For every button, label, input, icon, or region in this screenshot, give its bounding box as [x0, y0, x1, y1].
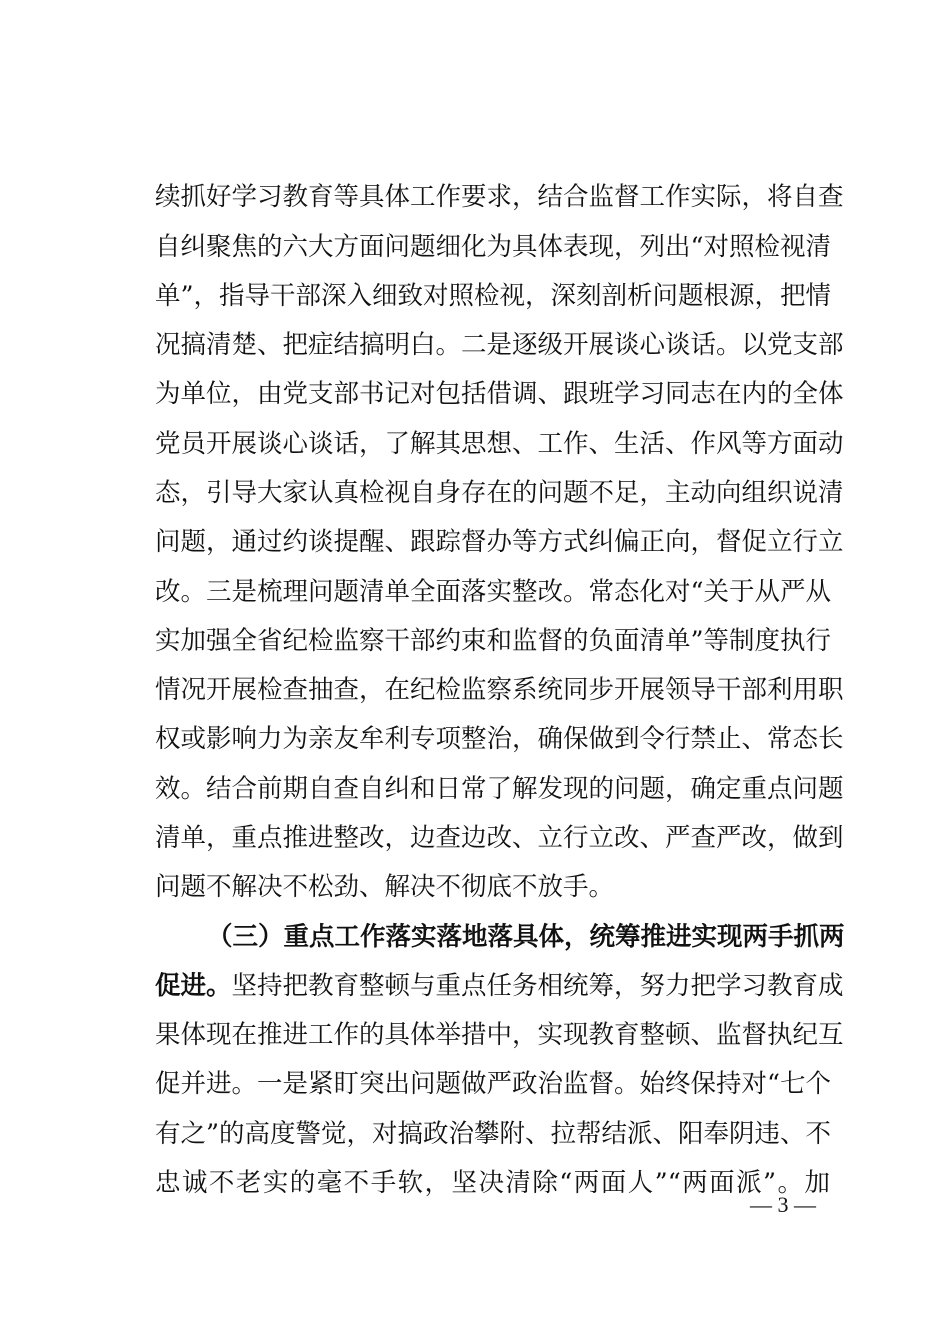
paragraph-line: 改。三是梳理问题清单全面落实整改。常态化对“关于从严从 [155, 577, 832, 607]
paragraph-line: 效。结合前期自查自纠和日常了解发现的问题，确定重点问题 [155, 774, 844, 804]
paragraph-line: 促并进。一是紧盯突出问题做严政治监督。始终保持对“七个 [155, 1069, 832, 1099]
paragraph-line: 情况开展检查抽查，在纪检监察系统同步开展领导干部利用职 [155, 675, 844, 705]
paragraph-line: 问题，通过约谈提醒、跟踪督办等方式纠偏正向，督促立行立 [155, 527, 844, 557]
paragraph-line: 实加强全省纪检监察干部约束和监督的负面清单”等制度执行 [155, 626, 832, 656]
paragraph-line: 态，引导大家认真检视自身存在的问题不足，主动向组织说清 [155, 478, 844, 508]
paragraph-line: 清单，重点推进整改，边查边改、立行立改、严查严改，做到 [155, 823, 844, 853]
paragraph-line: 有之”的高度警觉，对搞政治攀附、拉帮结派、阳奉阴违、不 [155, 1119, 832, 1149]
paragraph-text: 坚持把教育整顿与重点任务相统筹，努力把学习教育成 [231, 971, 844, 1001]
paragraph-line: 忠诚不老实的毫不手软，坚决清除“两面人”“两面派”。加 [155, 1168, 830, 1198]
paragraph-line: 果体现在推进工作的具体举措中，实现教育整顿、监督执纪互 [155, 1020, 844, 1050]
paragraph-line: 问题不解决不松劲、解决不彻底不放手。 [155, 872, 615, 902]
paragraph-line: 况搞清楚、把症结搞明白。二是逐级开展谈心谈话。以党支部 [155, 330, 844, 360]
document-page [155, 0, 845, 1344]
section-heading: （三）重点工作落实落地落具体，统筹推进实现两手抓两 [207, 922, 845, 952]
paragraph-line: 权或影响力为亲友牟利专项整治，确保做到令行禁止、常态长 [155, 724, 844, 754]
paragraph-line: 续抓好学习教育等具体工作要求，结合监督工作实际，将自查 [155, 182, 844, 212]
paragraph-line: 自纠聚焦的六大方面问题细化为具体表现，列出“对照检视清 [155, 232, 832, 262]
paragraph-line [155, 966, 844, 1006]
paragraph-line: 为单位，由党支部书记对包括借调、跟班学习同志在内的全体 [155, 379, 844, 409]
section-heading-continuation: 促进。 [155, 971, 232, 1001]
paragraph-line: 单”，指导干部深入细致对照检视，深刻剖析问题根源，把情 [155, 281, 832, 311]
page-number: — 3 — [750, 1192, 816, 1217]
paragraph-line: 党员开展谈心谈话，了解其思想、工作、生活、作风等方面动 [155, 429, 844, 459]
